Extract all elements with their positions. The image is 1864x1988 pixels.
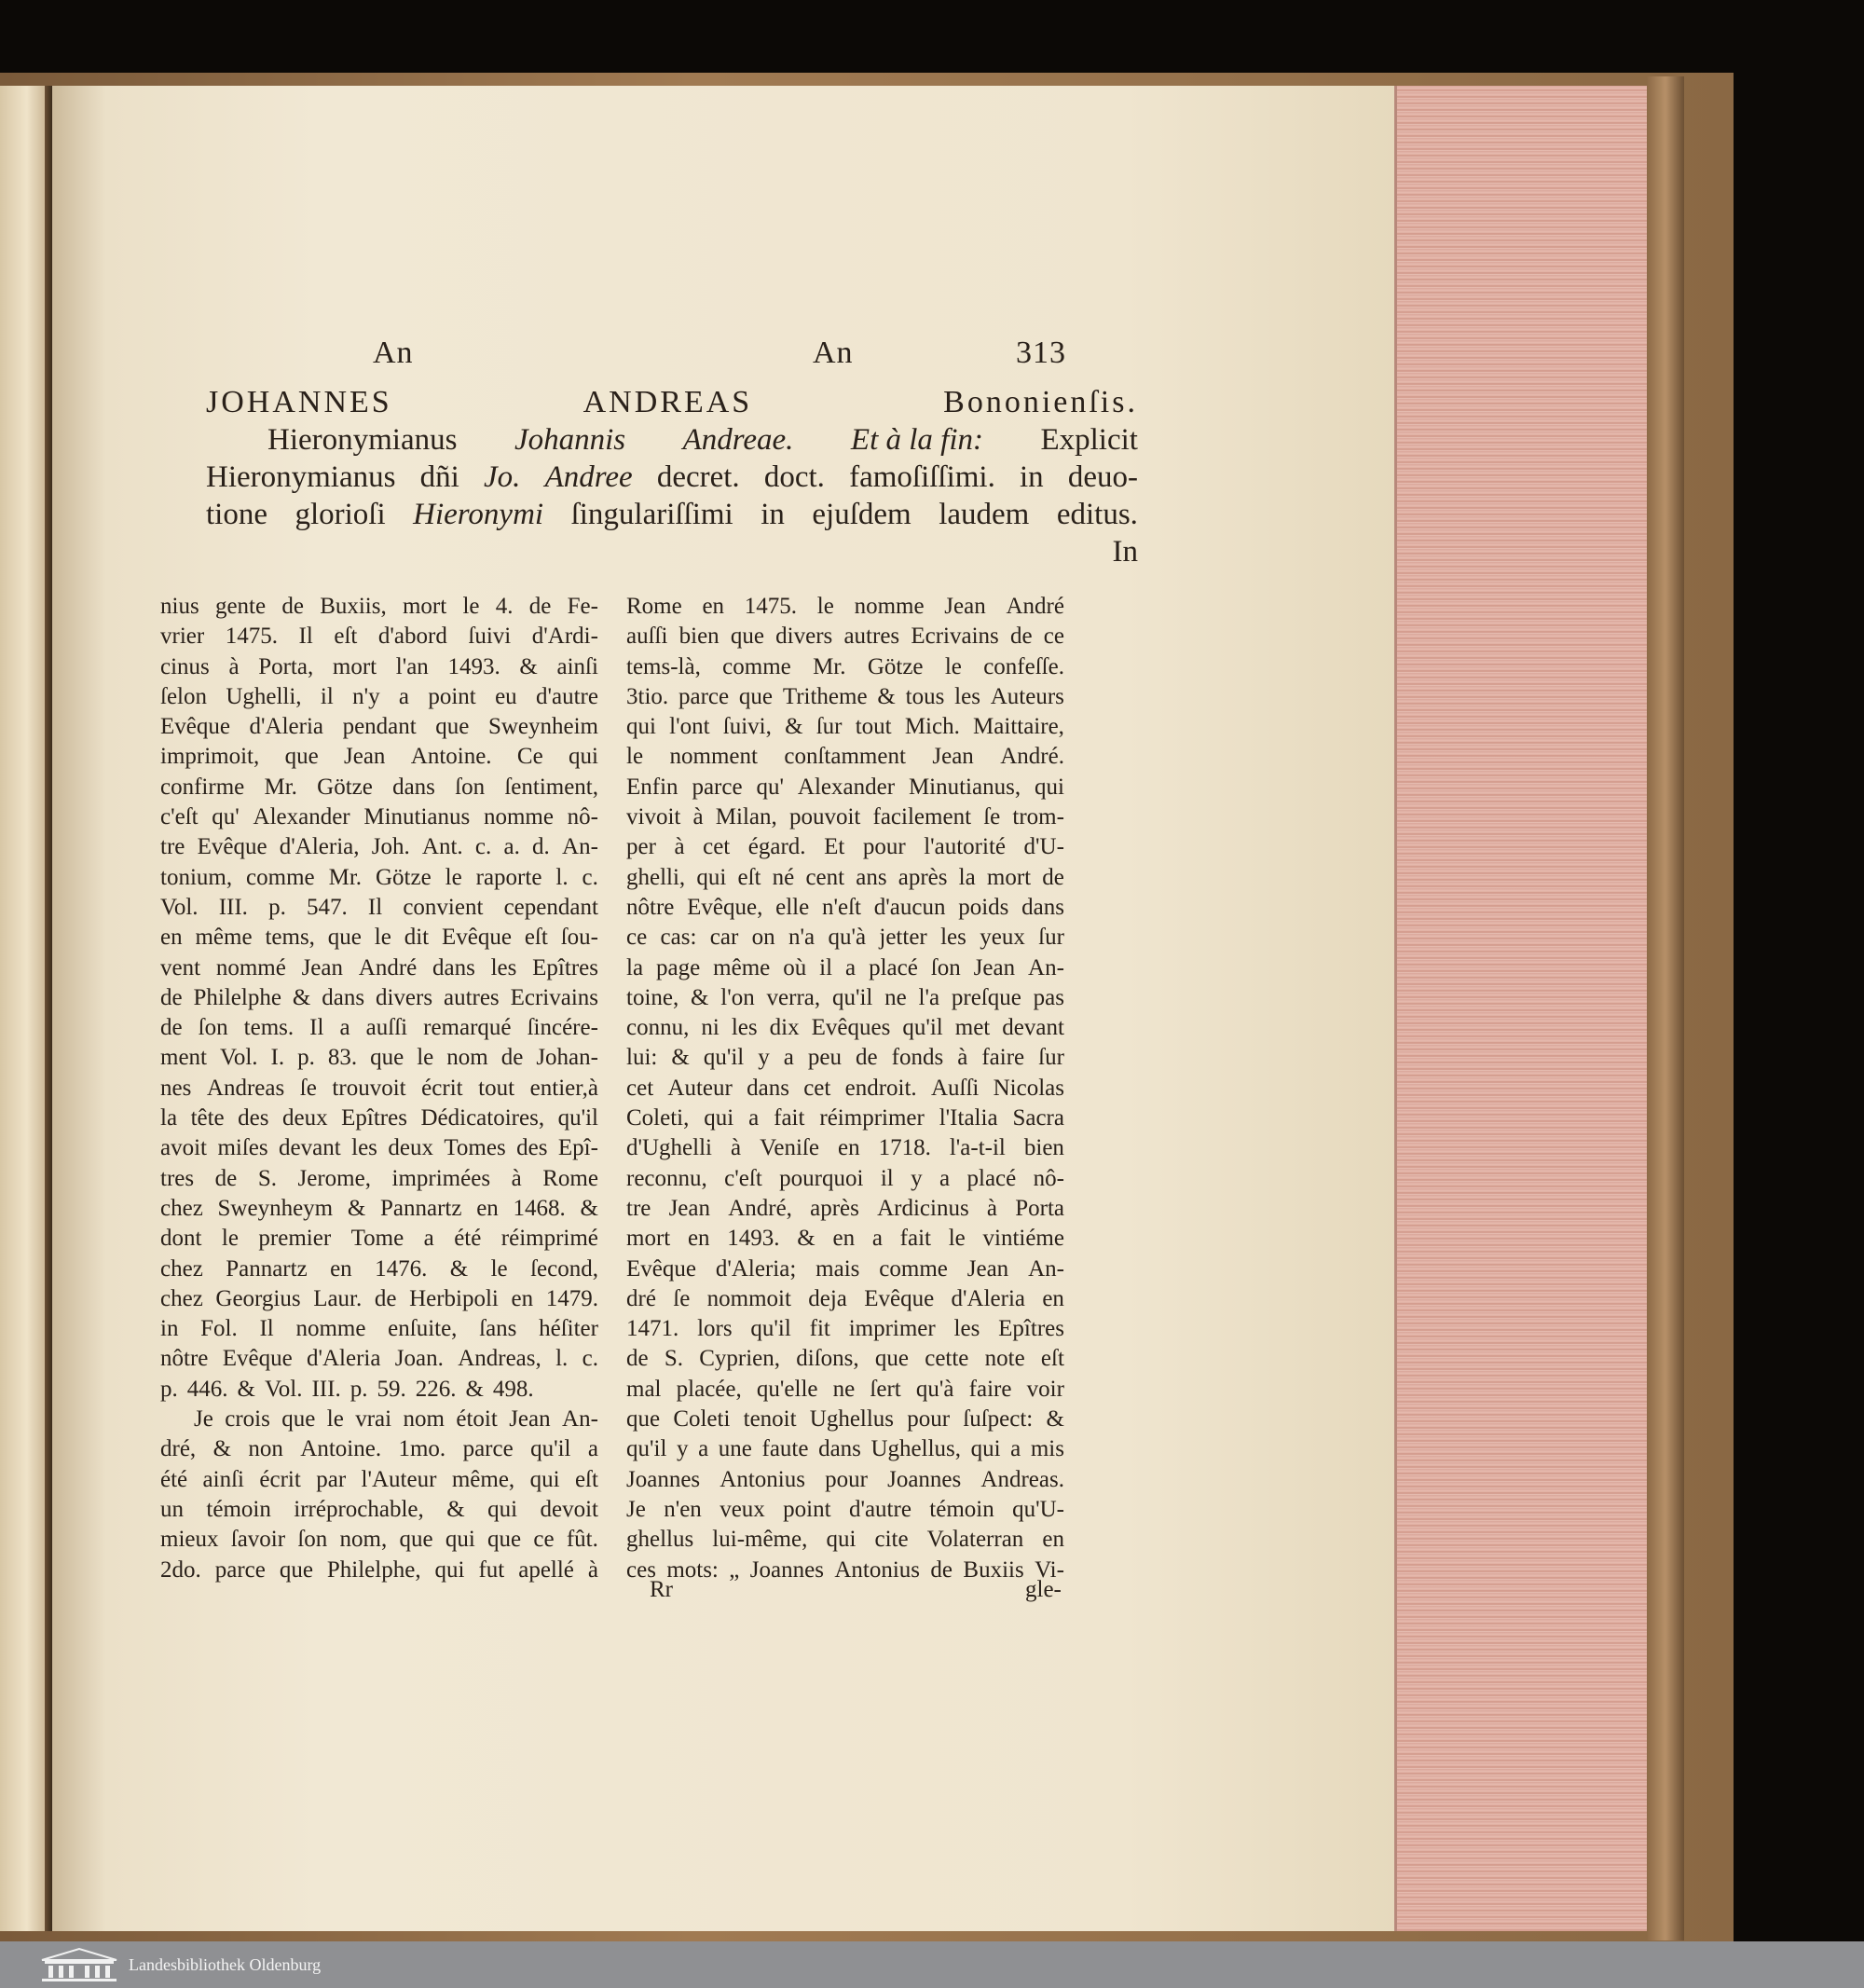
text-line: auſſi bien que divers autres Ecrivains de ce [626, 624, 1064, 650]
text-line: la tête des deux Epîtres Dédicatoires, qu'il [160, 1105, 598, 1131]
text-line: c'eſt qu' Alexander Minutianus nomme nô- [160, 804, 598, 830]
title-line-5: In [1112, 535, 1138, 569]
text-line: qui l'ont ſuivi, & ſur tout Mich. Maittaire, [626, 714, 1064, 740]
text-line: cinus à Porta, mort l'an 1493. & ainſi [160, 653, 598, 679]
text-line: confirme Mr. Götze dans ſon ſentiment, [160, 774, 598, 800]
title-line-2: Hieronymianus Johannis Andreae. Et à la fin: Explicit [267, 423, 1138, 457]
text-line: Enfin parce qu' Alexander Minutianus, qui [626, 774, 1064, 800]
text-line: lui: & qu'il y a peu de fonds à faire ſur [626, 1045, 1064, 1071]
text-line: mal placée, qu'elle ne ſert qu'à faire voir [626, 1376, 1064, 1402]
title-line-3: Hieronymianus dñi Jo. Andree decret. doct. famoſiſſimi. in deuo- [206, 460, 1138, 494]
right-column [626, 592, 1064, 1585]
text-line: Je crois que le vrai nom étoit Jean An- [194, 1406, 598, 1433]
entry-title [206, 384, 1138, 570]
text-line: toine, & l'on verra, qu'il ne l'a preſque pas [626, 984, 1064, 1010]
text-line: ce cas: car on n'a qu'à jetter les yeux ſur [626, 925, 1064, 951]
text-line: été ainſi écrit par l'Auteur même, qui eſt [160, 1466, 598, 1492]
text-line: de Philelphe & dans divers autres Ecrivains [160, 984, 598, 1010]
text-line: nius gente de Buxiis, mort le 4. de Fe- [160, 594, 598, 619]
text-line: en même tems, que le dit Evêque eſt ſou- [160, 925, 598, 951]
text-line: 1471. lors qu'il fit imprimer les Epîtres [626, 1316, 1064, 1342]
running-head-center: An [813, 336, 854, 370]
text-line: 3tio. parce que Tritheme & tous les Auteurs [626, 683, 1064, 709]
text-line: reconnu, c'eſt pourquoi il y a placé nô- [626, 1165, 1064, 1191]
text-line: dré, & non Antoine. 1mo. parce qu'il a [160, 1436, 598, 1462]
book-page [52, 86, 1394, 1931]
text-line: nes Andreas ſe trouvoit écrit tout entier,à [160, 1075, 598, 1101]
text-line: qu'il y a une faute dans Ughellus, qui a mis [626, 1436, 1064, 1462]
text-line: ſelon Ughelli, il n'y a point eu d'autre [160, 683, 598, 709]
text-line: chez Georgius Laur. de Herbipoli en 1479. [160, 1285, 598, 1311]
text-line: connu, ni les dix Evêques qu'il met devant [626, 1015, 1064, 1041]
text-line: p. 446. & Vol. III. p. 59. 226. & 498. [160, 1376, 534, 1402]
text-line: per à cet égard. Et pour l'autorité d'U- [626, 834, 1064, 860]
text-line: tonium, comme Mr. Götze le raporte l. c. [160, 864, 598, 890]
text-line: vent nommé Jean André dans les Epîtres [160, 954, 598, 980]
title-line-4: tione glorioſi Hieronymi ſingulariſſimi in ejuſdem laudem editus. [206, 498, 1138, 531]
text-line: Coleti, qui a fait réimprimer l'Italia Sacra [626, 1105, 1064, 1131]
text-line: de S. Cyprien, diſons, que cette note eſt [626, 1346, 1064, 1372]
text-line: Je n'en veux point d'autre témoin qu'U- [626, 1496, 1064, 1522]
text-line: Joannes Antonius pour Joannes Andreas. [626, 1466, 1064, 1492]
text-line: d'Ughelli à Veniſe en 1718. l'a-t-il bien [626, 1135, 1064, 1161]
text-line: vrier 1475. Il eſt d'abord ſuivi d'Ardi- [160, 624, 598, 650]
text-line: nôtre Evêque, elle n'eſt d'aucun poids dans [626, 894, 1064, 920]
text-line: avoit miſes devant les deux Tomes des Epî- [160, 1135, 598, 1161]
text-line: Rome en 1475. le nomme Jean André [626, 594, 1064, 619]
signature-mark: Rr [650, 1577, 673, 1602]
text-line: nôtre Evêque d'Aleria Joan. Andreas, l. c. [160, 1346, 598, 1372]
text-line: cet Auteur dans cet endroit. Auſſi Nicolas [626, 1075, 1064, 1101]
title-line-1: JOHANNES ANDREAS Bononienſis. [206, 385, 1138, 419]
left-column [160, 592, 598, 1585]
text-line: ment Vol. I. p. 83. que le nom de Johan- [160, 1045, 598, 1071]
page-number: 313 [1016, 336, 1066, 370]
page-block-edge [1394, 86, 1647, 1931]
text-line: dré ſe nommoit deja Evêque d'Aleria en [626, 1285, 1064, 1311]
text-line: vivoit à Milan, pouvoit facilement ſe trom- [626, 804, 1064, 830]
text-line: le nomment conſtamment Jean André. [626, 744, 1064, 770]
library-building-icon [37, 1947, 121, 1982]
footer-bar [0, 1941, 1864, 1988]
text-line: ces mots: „ Joannes Antonius de Buxiis Vi- [626, 1556, 1064, 1583]
library-name: Landesbibliothek Oldenburg [129, 1954, 322, 1974]
text-line: imprimoit, que Jean Antoine. Ce qui [160, 744, 598, 770]
text-line: 2do. parce que Philelphe, qui fut apellé à [160, 1556, 598, 1583]
text-line: tre Jean André, après Ardicinus à Porta [626, 1195, 1064, 1221]
text-line: in Fol. Il nomme enſuite, ſans héſiter [160, 1316, 598, 1342]
text-line: la page même où il a placé ſon Jean An- [626, 954, 1064, 980]
catchword: gle- [1025, 1577, 1062, 1602]
text-line: mort en 1493. & en a fait le vintiéme [626, 1226, 1064, 1252]
text-line: que Coleti tenoit Ughellus pour ſuſpect: & [626, 1406, 1064, 1433]
text-line: Evêque d'Aleria; mais comme Jean An- [626, 1255, 1064, 1282]
text-line: chez Sweynheym & Pannartz en 1468. & [160, 1195, 598, 1221]
text-line: de ſon tems. Il a auſſi remarqué ſincére- [160, 1015, 598, 1041]
text-line: chez Pannartz en 1476. & le ſecond, [160, 1255, 598, 1282]
text-line: Vol. III. p. 547. Il convient cependant [160, 894, 598, 920]
text-line: mieux ſavoir ſon nom, que qui que ce fût. [160, 1527, 598, 1553]
text-line: ghellus lui-même, qui cite Volaterran en [626, 1527, 1064, 1553]
text-line: tres de S. Jerome, imprimées à Rome [160, 1165, 598, 1191]
text-line: ghelli, qui eſt né cent ans après la mort de [626, 864, 1064, 890]
text-line: tre Evêque d'Aleria, Joh. Ant. c. a. d. An- [160, 834, 598, 860]
text-line: un témoin irréprochable, & qui devoit [160, 1496, 598, 1522]
running-head-left: An [373, 336, 414, 370]
text-line: dont le premier Tome a été réimprimé [160, 1226, 598, 1252]
text-line: tems-là, comme Mr. Götze le confeſſe. [626, 653, 1064, 679]
text-line: Evêque d'Aleria pendant que Sweynheim [160, 714, 598, 740]
left-page-edge [0, 86, 47, 1931]
